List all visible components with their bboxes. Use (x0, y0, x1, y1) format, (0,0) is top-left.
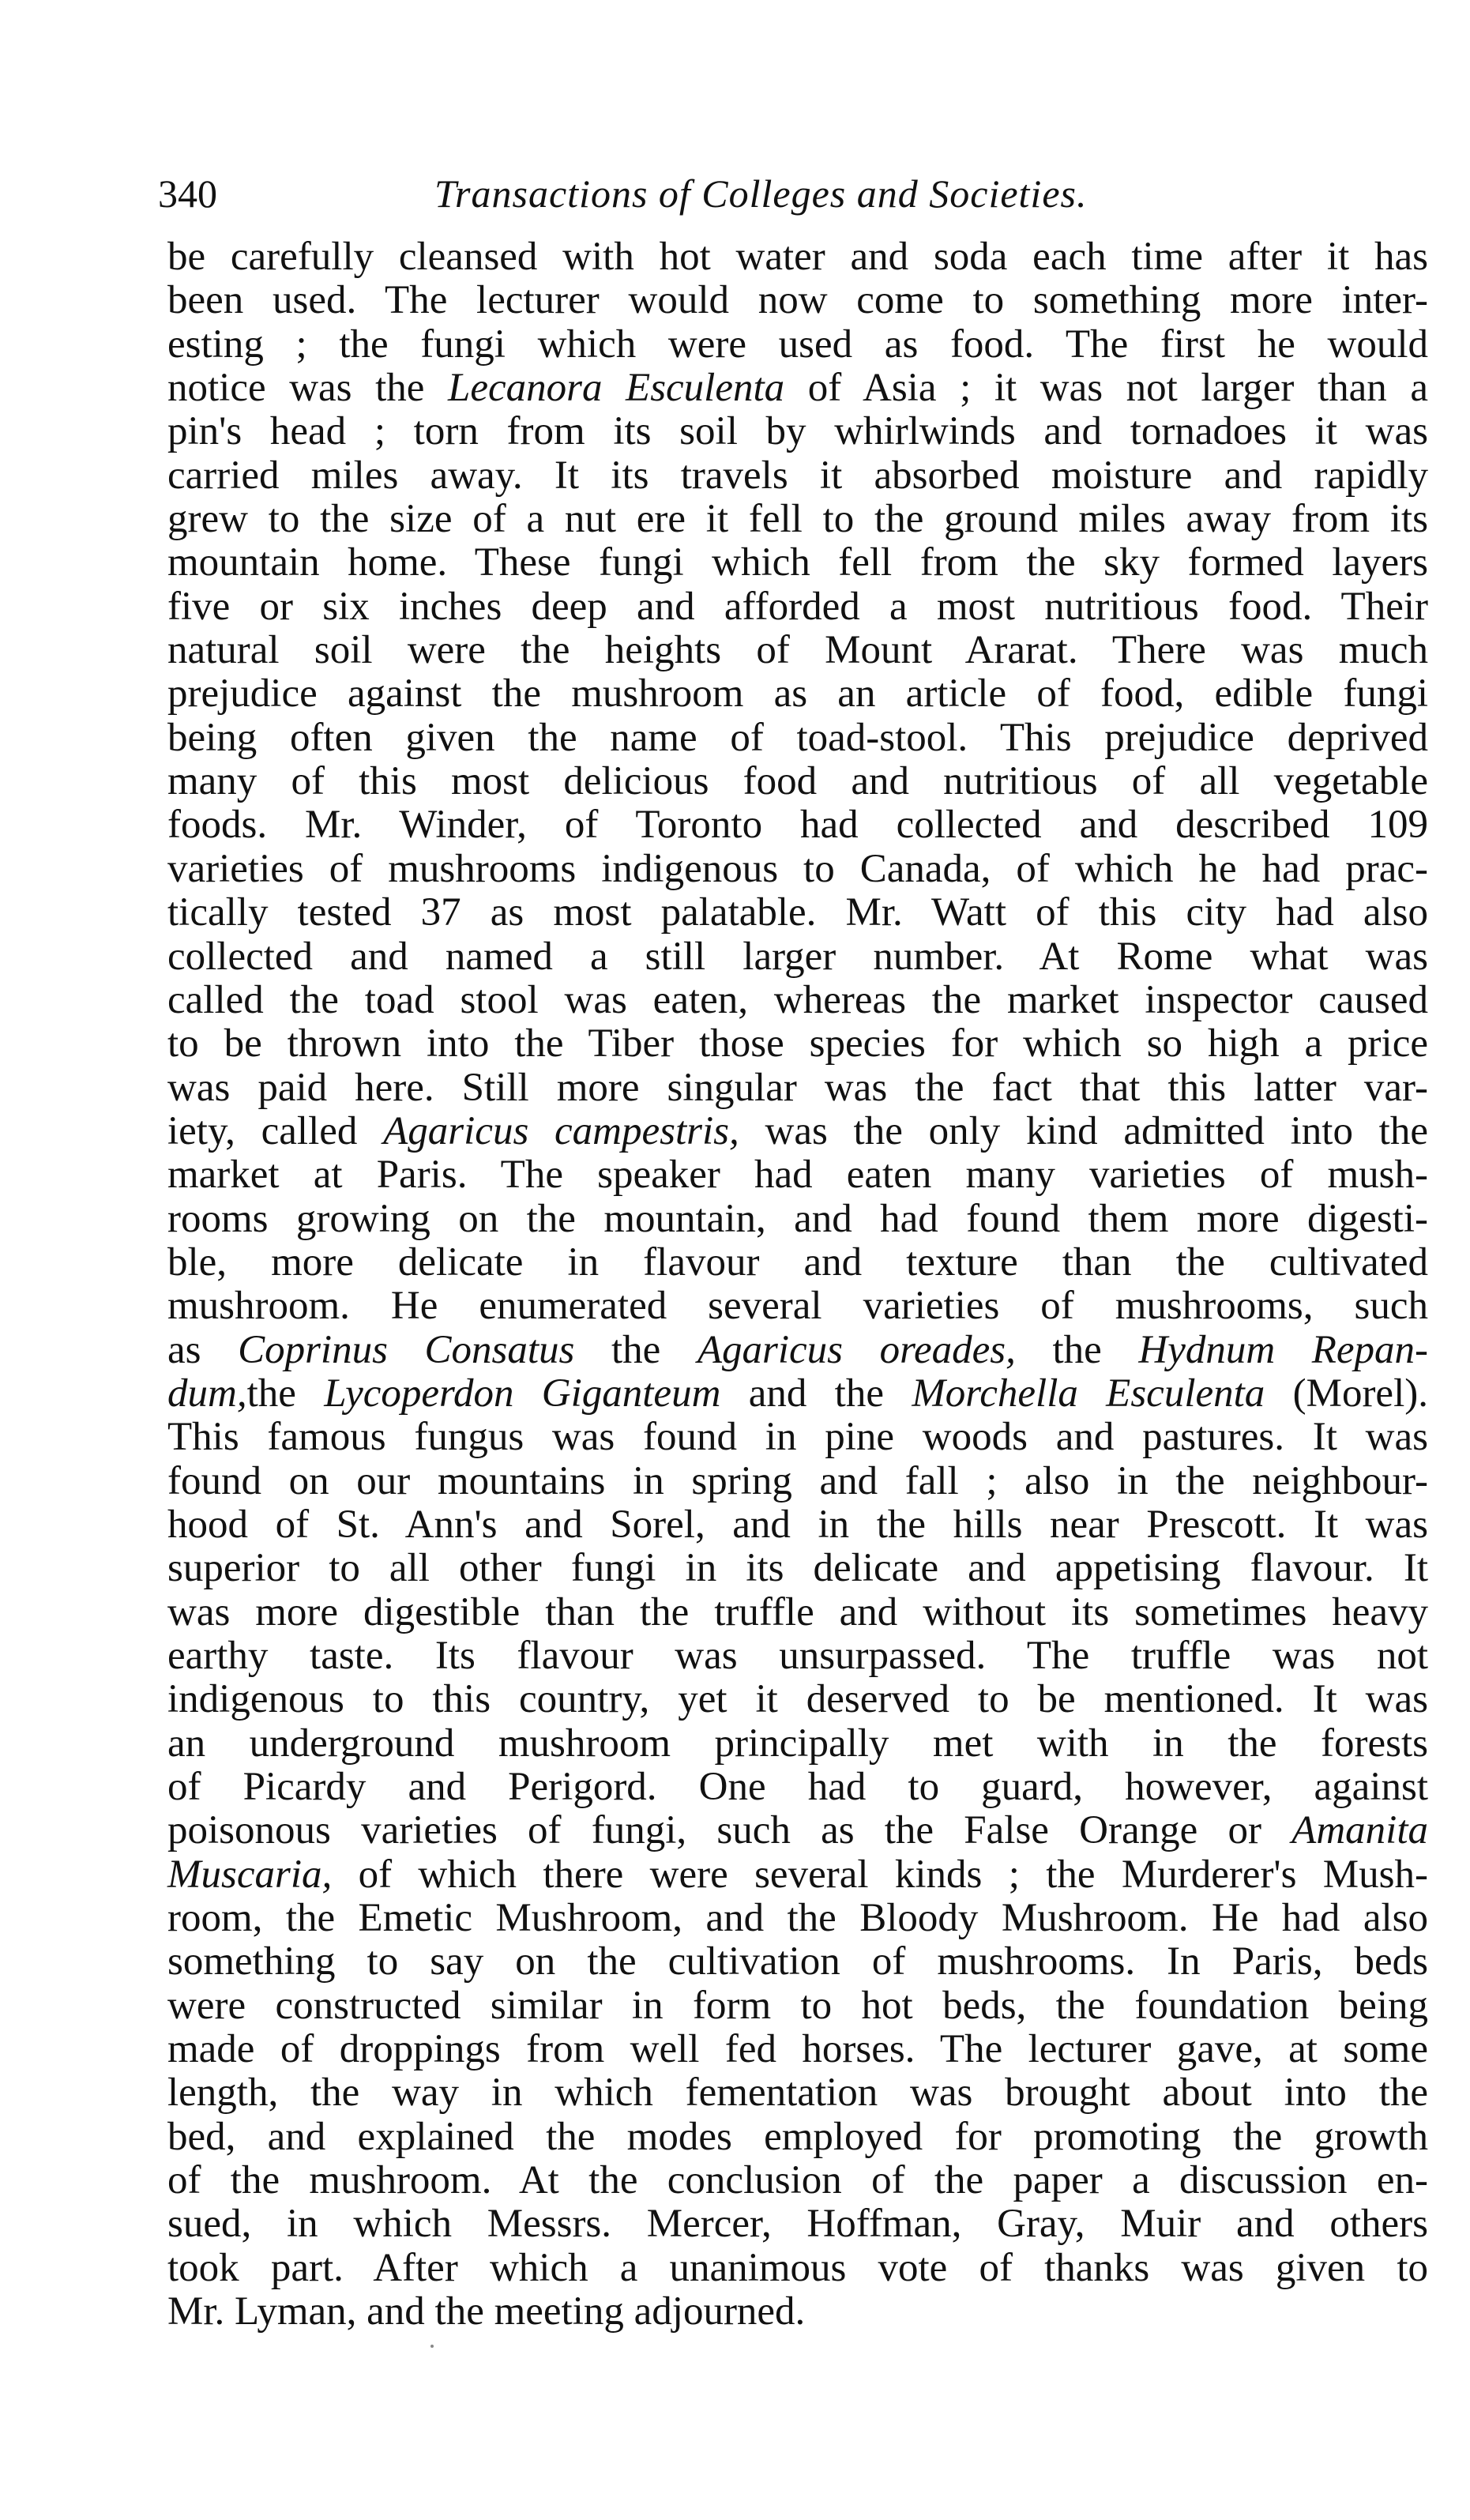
text-line (167, 1329, 1428, 1372)
running-head (158, 166, 1311, 221)
text-run: and the (720, 1371, 912, 1416)
print-speck (430, 2345, 434, 2348)
text-run: varieties of mushrooms indigenous to Canada, of which he had prac- (167, 846, 1428, 891)
text-line (167, 2028, 1428, 2071)
text-run: market at Paris. The speaker had eaten many varieties of mush- (167, 1153, 1428, 1198)
text-line (167, 279, 1428, 322)
text-line (167, 2159, 1428, 2202)
text-line (167, 1591, 1428, 1634)
text-run: of which there were several kinds ; the Murderer's Mush- (332, 1852, 1428, 1897)
text-run: natural soil were the heights of Mount Ararat. There was much (167, 628, 1428, 673)
text-run: sued, in which Messrs. Mercer, Hoffman, Gray, Muir and others (167, 2202, 1428, 2247)
text-line (167, 2202, 1428, 2246)
italic-term: Agaricus oreades, (697, 1327, 1016, 1372)
text-run: carried miles away. It its travels it absorbed moisture and rapidly (167, 453, 1428, 498)
text-run: was paid here. Still more singular was the fact that this latter var- (167, 1065, 1428, 1110)
italic-term: Hydnum Repan- (1138, 1327, 1429, 1372)
text-line (167, 1416, 1428, 1459)
text-line (167, 672, 1428, 716)
text-line (167, 891, 1428, 935)
text-run: something to say on the cultivation of mushrooms. In Paris, beds (167, 1939, 1428, 1984)
text-line (167, 541, 1428, 585)
text-line (167, 1766, 1428, 1809)
text-line (167, 803, 1428, 847)
text-run: was more digestible than the truffle and without its sometimes heavy (167, 1589, 1428, 1634)
text-run: took part. After which a unanimous vote of thanks was given to (167, 2245, 1428, 2290)
text-run: room, the Emetic Mushroom, and the Bloody Mushroom. He had also (167, 1896, 1428, 1941)
italic-term: Agaricus campestris, (383, 1108, 739, 1153)
italic-term: Lecanora Esculenta (447, 366, 785, 411)
text-line (167, 848, 1428, 891)
text-run: (Morel). (1265, 1371, 1428, 1416)
text-run: found on our mountains in spring and fall ; also in the neighbour- (167, 1458, 1428, 1503)
text-run: collected and named a still larger number. At Rome what was (167, 934, 1428, 979)
text-line (167, 454, 1428, 498)
text-line (167, 585, 1428, 629)
text-line (167, 1809, 1428, 1852)
text-run: grew to the size of a nut ere it fell to the ground miles away from its (167, 497, 1428, 542)
text-line (167, 2247, 1428, 2290)
text-run: tically tested 37 as most palatable. Mr. Watt of this city had also (167, 890, 1428, 935)
text-line (167, 1460, 1428, 1503)
text-line (167, 979, 1428, 1022)
text-line (167, 498, 1428, 541)
text-line (167, 2290, 1428, 2334)
running-title: Transactions of Colleges and Societies. (434, 171, 1088, 216)
text-run: Mr. Lyman, and the meeting adjourned. (167, 2289, 806, 2334)
italic-term: Morchella Esculenta (912, 1371, 1265, 1416)
text-run: of the mushroom. At the conclusion of the paper a discussion en- (167, 2158, 1428, 2203)
text-line (167, 1547, 1428, 1590)
text-line (167, 323, 1428, 367)
italic-term: dum, (167, 1371, 247, 1416)
text-run: rooms growing on the mountain, and had found them more digesti- (167, 1196, 1428, 1241)
text-run: were constructed similar in form to hot beds, the foundation being (167, 1983, 1428, 2028)
text-run: This famous fungus was found in pine woods and pastures. It was (167, 1415, 1428, 1460)
text-line (167, 760, 1428, 803)
text-run: earthy taste. Its flavour was unsurpassed. The truffle was not (167, 1634, 1428, 1678)
text-run: poisonous varieties of fungi, such as the False Orange or (167, 1808, 1292, 1853)
text-line (167, 367, 1428, 410)
text-run: prejudice against the mushroom as an article of food, edible fungi (167, 671, 1428, 717)
text-run: five or six inches deep and afforded a most nutritious food. Their (167, 584, 1428, 629)
text-line (167, 1241, 1428, 1284)
text-line (167, 1503, 1428, 1547)
text-run: the (246, 1371, 325, 1416)
text-run: iety, called (167, 1108, 384, 1153)
text-line (167, 1853, 1428, 1897)
text-run: called the toad stool was eaten, whereas the market inspector caused (167, 977, 1428, 1022)
text-line (167, 235, 1428, 279)
text-line (167, 2071, 1428, 2115)
text-line (167, 1722, 1428, 1766)
text-run: notice was the (167, 366, 448, 411)
text-line (167, 1153, 1428, 1197)
text-run: pin's head ; torn from its soil by whirlwinds and tornadoes it was (167, 409, 1428, 454)
text-line (167, 1678, 1428, 1721)
text-run: bed, and explained the modes employed for promoting the growth (167, 2114, 1428, 2159)
text-line (167, 935, 1428, 979)
text-run: many of this most delicious food and nutritious of all vegetable (167, 759, 1428, 804)
italic-term: Coprinus Consatus (238, 1327, 575, 1372)
text-run: to be thrown into the Tiber those species for which so high a price (167, 1021, 1428, 1066)
text-run: mushroom. He enumerated several varieties of mushrooms, such (167, 1284, 1428, 1329)
text-run: of Picardy and Perigord. One had to guard, however, against (167, 1765, 1428, 1810)
text-run: mountain home. These fungi which fell from the sky formed layers (167, 540, 1428, 585)
text-line (167, 629, 1428, 672)
text-run: the (574, 1327, 697, 1372)
text-line (167, 1022, 1428, 1066)
italic-term: Lycoperdon Giganteum (324, 1371, 721, 1416)
text-run: hood of St. Ann's and Sorel, and in the hills near Prescott. It was (167, 1502, 1428, 1547)
text-run: be carefully cleansed with hot water and soda each time after it has (167, 235, 1428, 279)
text-run: the (1015, 1327, 1139, 1372)
text-run: foods. Mr. Winder, of Toronto had collected and described 109 (167, 803, 1428, 848)
text-line (167, 1940, 1428, 1984)
italic-term: Amanita (1291, 1808, 1428, 1853)
text-run: being often given the name of toad-stool. This prejudice deprived (167, 715, 1428, 760)
text-line (167, 717, 1428, 760)
text-run: been used. The lecturer would now come to something more inter- (167, 278, 1428, 323)
italic-term: Muscaria, (167, 1852, 333, 1897)
text-line (167, 2116, 1428, 2159)
text-line (167, 1897, 1428, 1940)
text-line (167, 1634, 1428, 1678)
text-line (167, 1984, 1428, 2028)
text-run: was the only kind admitted into the (739, 1108, 1428, 1153)
text-run: an underground mushroom principally met with in the forests (167, 1721, 1428, 1766)
text-line (167, 1198, 1428, 1241)
text-line (167, 1372, 1428, 1416)
text-line (167, 1110, 1428, 1153)
text-run: indigenous to this country, yet it deserved to be mentioned. It was (167, 1677, 1428, 1722)
text-line (167, 410, 1428, 453)
page-number: 340 (158, 171, 217, 216)
body-paragraph (167, 235, 1428, 2334)
text-run: ble, more delicate in flavour and texture than the cultivated (167, 1239, 1428, 1284)
text-line (167, 1066, 1428, 1110)
text-run: as (167, 1327, 239, 1372)
text-run: made of droppings from well fed horses. The lecturer gave, at some (167, 2027, 1428, 2072)
text-run: length, the way in which fementation was brought about into the (167, 2071, 1428, 2116)
text-run: superior to all other fungi in its delicate and appetising flavour. It (167, 1546, 1428, 1591)
text-run: of Asia ; it was not larger than a (784, 366, 1428, 411)
text-run: esting ; the fungi which were used as food. The first he would (167, 322, 1428, 367)
text-line (167, 1284, 1428, 1328)
